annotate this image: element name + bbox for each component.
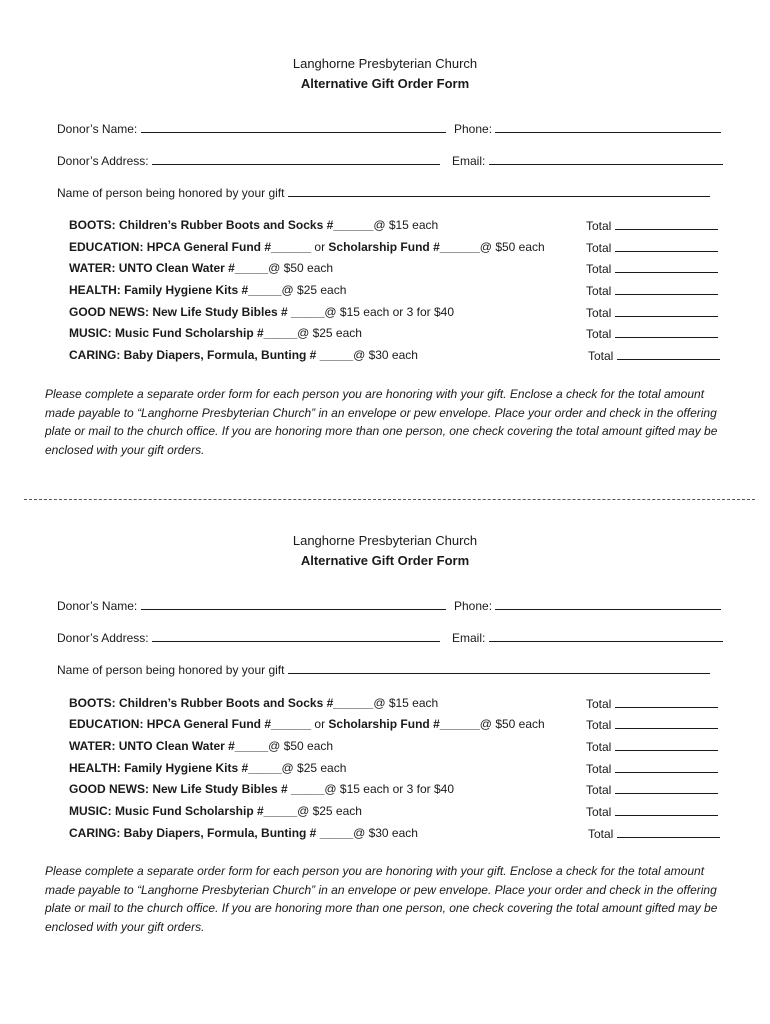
phone-field[interactable] (495, 121, 721, 133)
total-label: Total (586, 805, 612, 819)
church-name: Langhorne Presbyterian Church (292, 533, 478, 548)
gift-item-music (69, 804, 362, 818)
total-field[interactable] (615, 717, 718, 729)
phone-row (454, 121, 721, 136)
total-row (586, 240, 718, 255)
total-label: Total (586, 762, 612, 776)
gift-item-label: HEALTH: Family Hygiene Kits #_____ (69, 283, 282, 297)
gift-item-label: GOOD NEWS: New Life Study Bibles # _____ (69, 782, 325, 796)
total-row (586, 305, 718, 320)
gift-item-price: @ $50 each (268, 261, 334, 275)
honoree-row (57, 662, 710, 677)
honoree-field[interactable] (288, 185, 710, 197)
total-field[interactable] (617, 826, 720, 838)
total-field[interactable] (615, 283, 718, 295)
total-label: Total (586, 219, 612, 233)
instructions-note: Please complete a separate order form for each person you are honoring with your gift. Enclose a check for the total amount made payable to “Langhorne Presbyterian Church” in an envelope or pew envelope. Place your order and check in the offering plate or mail to the church office. If you are honoring more than one person, one check covering the total amount gifted may be enclosed with your gift orders. (45, 864, 718, 934)
donor-name-label: Donor’s Name: (57, 122, 138, 136)
gift-item-price: @ $50 each (479, 240, 545, 254)
donor-name-row (57, 598, 446, 613)
gift-item-boots (69, 218, 438, 232)
gift-item-price: @ $30 each (353, 348, 418, 362)
total-row (586, 782, 718, 797)
gift-item-price: @ $25 each (297, 804, 362, 818)
donor-name-row (57, 121, 446, 136)
total-row (586, 696, 718, 711)
form-title: Alternative Gift Order Form (300, 76, 470, 91)
total-field[interactable] (615, 804, 718, 816)
gift-item-label: EDUCATION: HPCA General Fund #______ (69, 717, 315, 731)
gift-item-price: @ $50 each (479, 717, 545, 731)
total-label: Total (586, 740, 612, 754)
gift-item-price: @ $25 each (281, 761, 347, 775)
gift-item-label: HEALTH: Family Hygiene Kits #_____ (69, 761, 282, 775)
total-field[interactable] (617, 348, 720, 360)
email-label: Email: (452, 154, 486, 168)
gift-item-label: WATER: UNTO Clean Water #_____ (69, 739, 269, 753)
gift-item-water (69, 261, 333, 275)
total-label: Total (586, 697, 612, 711)
gift-item-label: GOOD NEWS: New Life Study Bibles # _____ (69, 305, 325, 319)
gift-item-label: MUSIC: Music Fund Scholarship #_____ (69, 326, 298, 340)
gift-item-price: @ $15 each (373, 696, 439, 710)
gift-item-price: @ $15 each or 3 for $40 (324, 305, 455, 319)
honoree-label: Name of person being honored by your gift (57, 663, 285, 677)
total-field[interactable] (615, 696, 718, 708)
total-row (586, 739, 718, 754)
gift-item-or: or (314, 240, 326, 254)
gift-item-label: CARING: Baby Diapers, Formula, Bunting # _____ (69, 348, 354, 362)
total-field[interactable] (615, 761, 718, 773)
cut-line-divider (24, 499, 755, 500)
total-row (586, 283, 718, 298)
gift-item-health (69, 761, 346, 775)
gift-item-caring (69, 826, 418, 840)
total-label: Total (588, 827, 614, 841)
honoree-row (57, 185, 710, 200)
form-title: Alternative Gift Order Form (300, 553, 470, 568)
donor-address-row (57, 630, 440, 645)
donor-address-label: Donor’s Address: (57, 154, 149, 168)
total-label: Total (586, 241, 612, 255)
gift-item-label: BOOTS: Children’s Rubber Boots and Socks #______ (69, 218, 374, 232)
gift-item-education (69, 717, 545, 731)
gift-item-or: or (314, 717, 326, 731)
gift-item-boots (69, 696, 438, 710)
total-label: Total (588, 349, 614, 363)
donor-address-field[interactable] (152, 153, 440, 165)
donor-address-field[interactable] (152, 630, 440, 642)
total-row (586, 326, 718, 341)
total-field[interactable] (615, 326, 718, 338)
gift-item-price: @ $30 each (353, 826, 418, 840)
total-row (586, 261, 718, 276)
gift-item-label: WATER: UNTO Clean Water #_____ (69, 261, 269, 275)
donor-address-row (57, 153, 440, 168)
gift-item-price: @ $25 each (297, 326, 362, 340)
gift-item-label: EDUCATION: HPCA General Fund #______ (69, 240, 315, 254)
honoree-label: Name of person being honored by your gift (57, 186, 285, 200)
gift-item-label: BOOTS: Children’s Rubber Boots and Socks #______ (69, 696, 374, 710)
phone-label: Phone: (454, 122, 493, 136)
total-row (586, 218, 718, 233)
total-label: Total (586, 783, 612, 797)
email-row (452, 630, 723, 645)
donor-name-field[interactable] (141, 598, 446, 610)
gift-item-label: CARING: Baby Diapers, Formula, Bunting # _____ (69, 826, 354, 840)
donor-address-label: Donor’s Address: (57, 631, 149, 645)
donor-name-field[interactable] (141, 121, 446, 133)
church-name: Langhorne Presbyterian Church (292, 56, 478, 71)
total-field[interactable] (615, 261, 718, 273)
total-field[interactable] (615, 739, 718, 751)
total-row (586, 804, 718, 819)
total-label: Total (586, 262, 612, 276)
gift-item-price: @ $50 each (268, 739, 334, 753)
gift-item-good-news (69, 305, 454, 319)
total-label: Total (586, 284, 612, 298)
gift-item-good-news (69, 782, 454, 796)
total-label: Total (586, 327, 612, 341)
phone-field[interactable] (495, 598, 721, 610)
gift-item-price: @ $15 each (373, 218, 439, 232)
gift-item-price: @ $15 each or 3 for $40 (324, 782, 455, 796)
gift-item-label-2: Scholarship Fund #______ (325, 717, 480, 731)
donor-name-label: Donor’s Name: (57, 599, 138, 613)
email-field[interactable] (489, 630, 723, 642)
gift-item-label-2: Scholarship Fund #______ (325, 240, 480, 254)
total-row (588, 826, 720, 841)
total-label: Total (586, 306, 612, 320)
total-row (588, 348, 720, 363)
total-row (586, 717, 718, 732)
total-row (586, 761, 718, 776)
total-field[interactable] (615, 218, 718, 230)
email-label: Email: (452, 631, 486, 645)
phone-label: Phone: (454, 599, 493, 613)
total-label: Total (586, 718, 612, 732)
gift-item-label: MUSIC: Music Fund Scholarship #_____ (69, 804, 298, 818)
phone-row (454, 598, 721, 613)
email-field[interactable] (489, 153, 723, 165)
instructions-note: Please complete a separate order form for each person you are honoring with your gift. Enclose a check for the total amount made payable to “Langhorne Presbyterian Church” in an envelope or pew envelope. Place your order and check in the offering plate or mail to the church office. If you are honoring more than one person, one check covering the total amount gifted may be enclosed with your gift orders. (45, 387, 718, 457)
total-field[interactable] (615, 305, 718, 317)
honoree-field[interactable] (288, 662, 710, 674)
email-row (452, 153, 723, 168)
gift-item-water (69, 739, 333, 753)
gift-item-caring (69, 348, 418, 362)
total-field[interactable] (615, 240, 718, 252)
gift-item-education (69, 240, 545, 254)
gift-item-price: @ $25 each (281, 283, 347, 297)
gift-item-music (69, 326, 362, 340)
gift-item-health (69, 283, 346, 297)
total-field[interactable] (615, 782, 718, 794)
